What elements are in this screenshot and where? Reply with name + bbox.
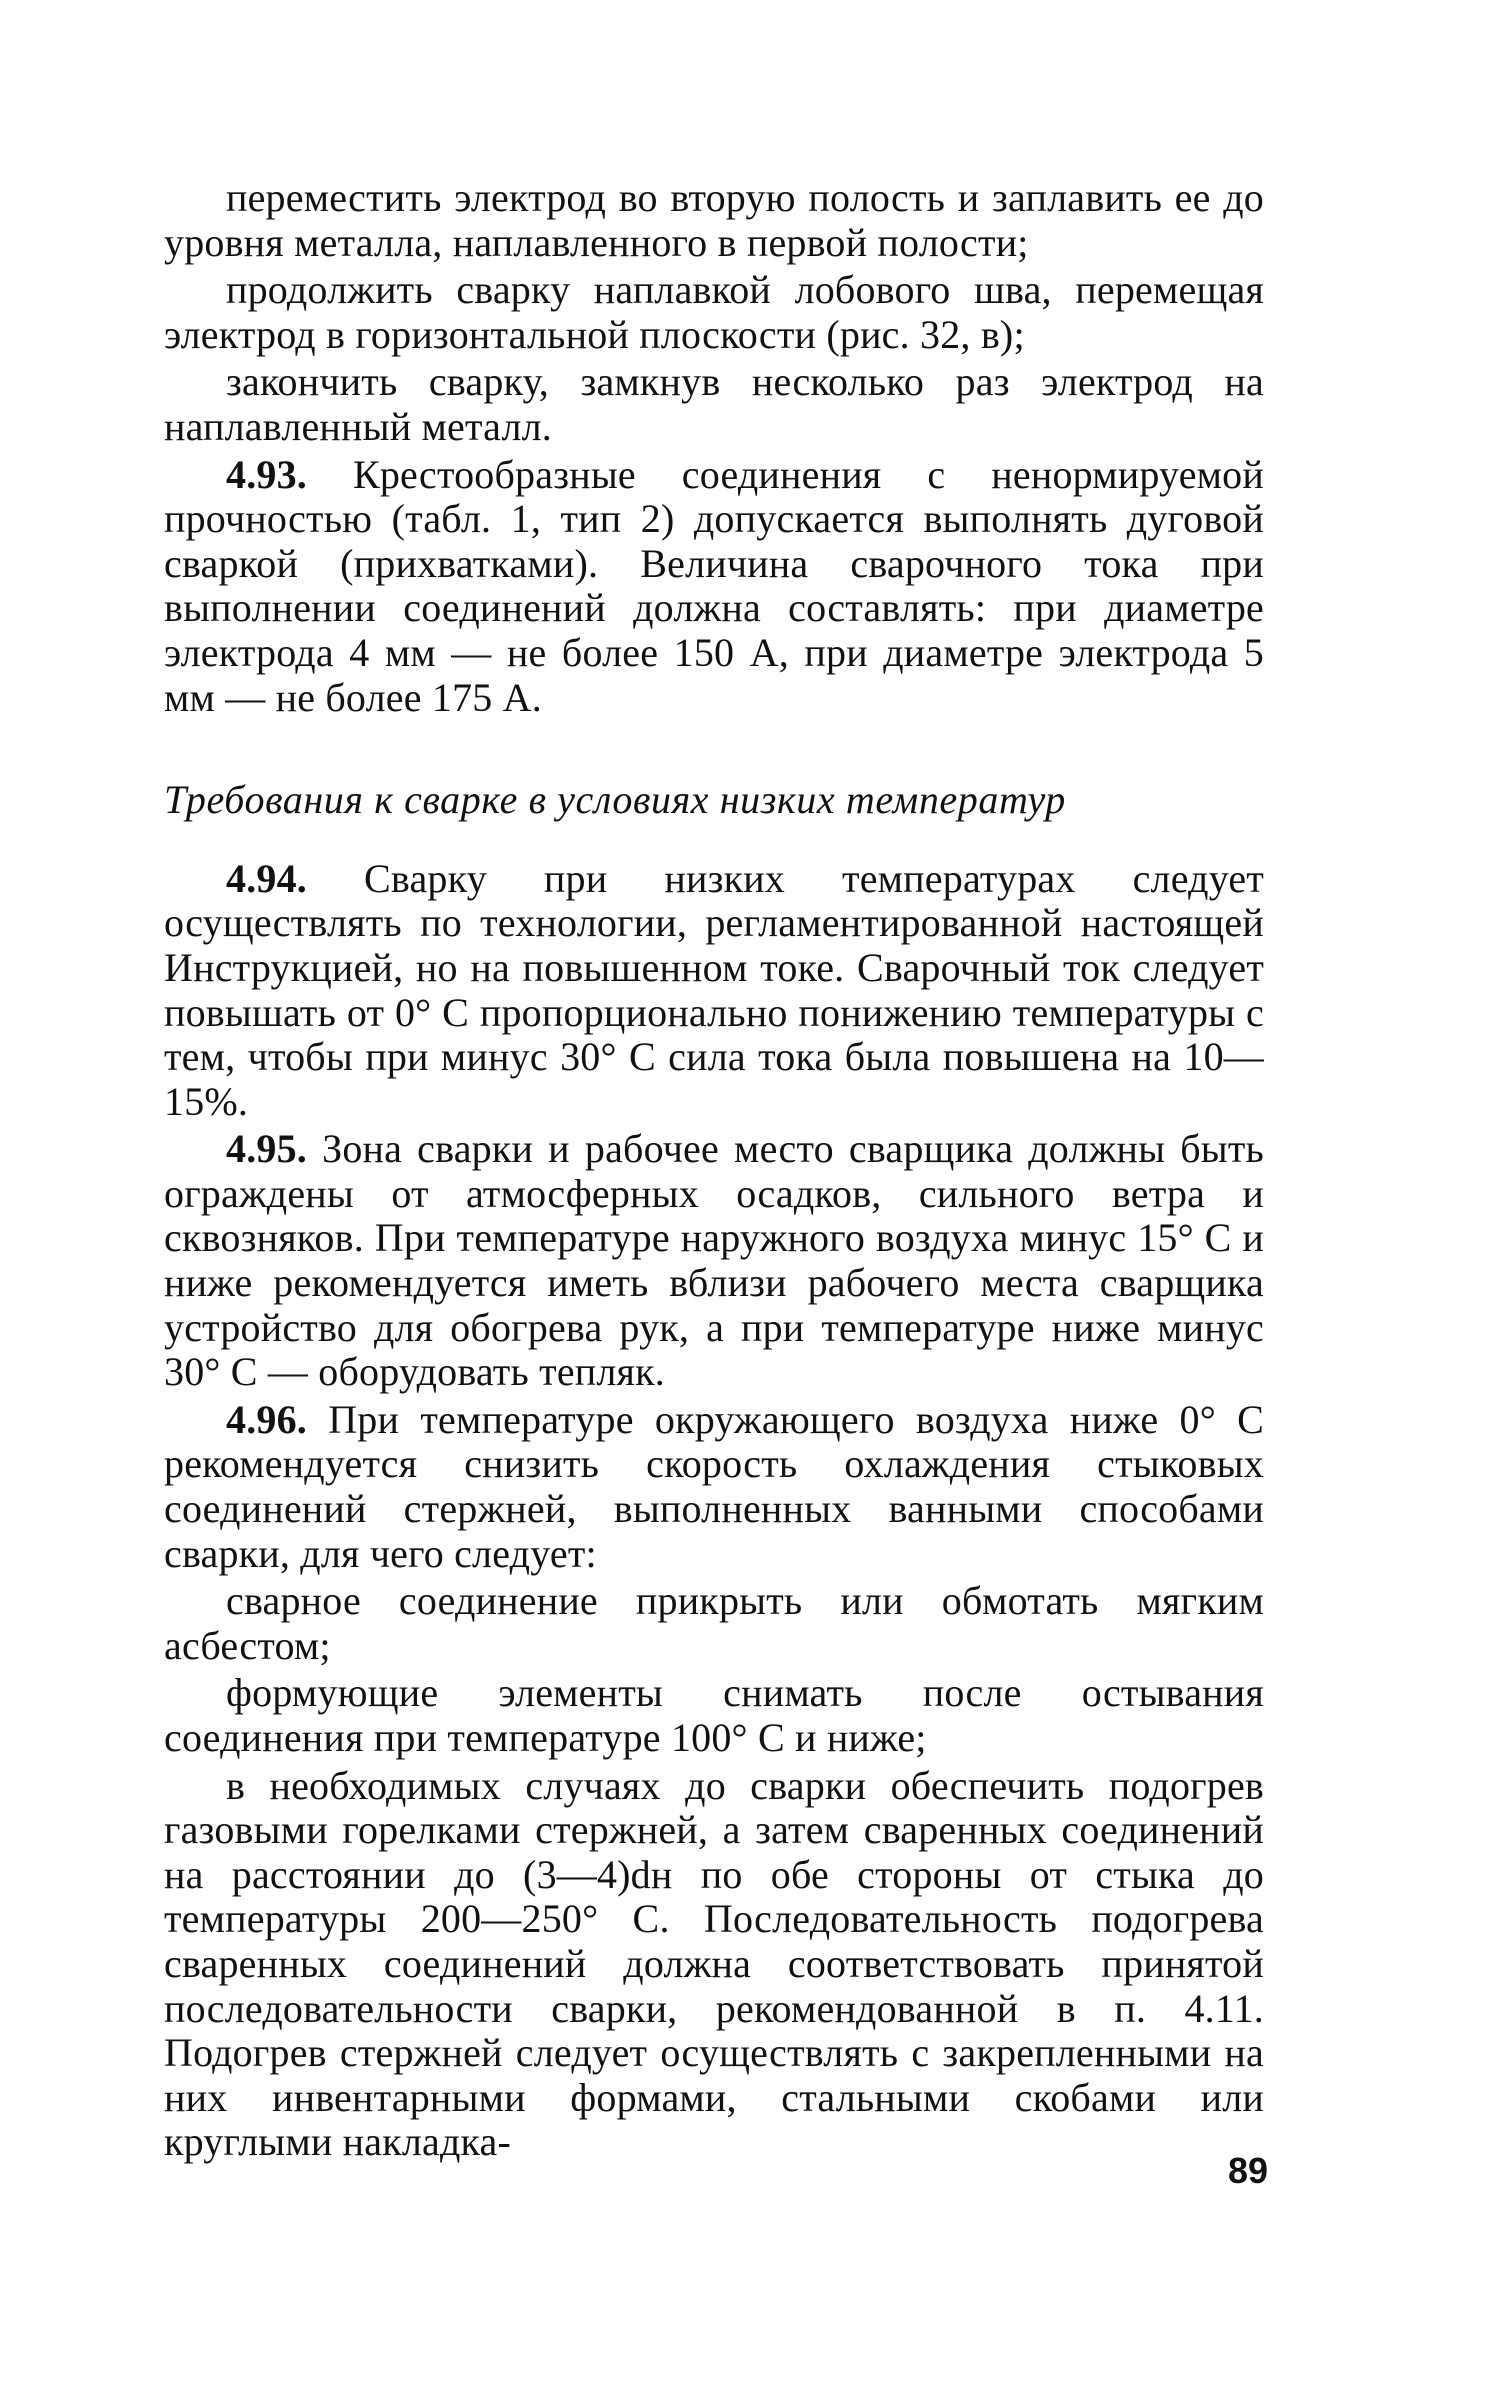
paragraph-text: продолжить сварку наплавкой лобового шва, перемещая электрод в горизонтальной плоскости (рис. 32, в); (164, 267, 1264, 357)
page-number: 89 (1228, 2150, 1269, 2191)
paragraph-4-93 (164, 453, 1264, 721)
paragraph-step-remove-forms (164, 1671, 1264, 1760)
clause-number: 4.93. (226, 451, 307, 497)
paragraph-4-96 (164, 1398, 1264, 1576)
paragraph-text: Сварку при низких температурах следует осуществлять по технологии, регламентированной настоящей Инструкцией, но на повышенном токе. Сварочный ток следует повышать от 0° С пропорционально понижению температуры с тем, чтобы при минус 30° С сила тока была повышена на 10—15%. (164, 855, 1264, 1124)
paragraph-step-preheat (164, 1764, 1264, 2165)
paragraph-step-cover-asbestos (164, 1579, 1264, 1668)
section-heading: Требования к сварке в условиях низких температур (164, 777, 1066, 823)
paragraph-text: переместить электрод во вторую полость и заплавить ее до уровня металла, наплавленного в первой полости; (164, 175, 1264, 265)
clause-number: 4.94. (226, 855, 307, 901)
paragraph-text: в необходимых случаях до сварки обеспечить подогрев газовыми горелками стержней, а затем сваренных соединений на расстоянии до (3—4)dн по обе стороны от стыка до температуры 200—250° С. Последовательность подогрева сваренных соединений должна соответствовать принятой последовательности сварки, рекомендованной в п. 4.11. Подогрев стержней следует осуществлять с закрепленными на них инвентарными формами, стальными скобами или круглыми накладка- (164, 1762, 1264, 2165)
paragraph-text: формующие элементы снимать после остывания соединения при температуре 100° С и ниже; (164, 1670, 1264, 1760)
clause-number: 4.96. (226, 1396, 307, 1442)
paragraph-text: сварное соединение прикрыть или обмотать мягким асбестом; (164, 1578, 1264, 1668)
paragraph-4-94 (164, 857, 1264, 1125)
paragraph-text: При температуре окружающего воздуха ниже 0° С рекомендуется снизить скорость охлаждения стыковых соединений стержней, выполненных ванными способами сварки, для чего следует: (164, 1396, 1264, 1576)
paragraph-step-frontal-seam (164, 268, 1264, 357)
paragraph-text: закончить сварку, замкнув несколько раз электрод на наплавленный металл. (164, 359, 1264, 449)
paragraph-step-second-cavity (164, 176, 1264, 265)
clause-number: 4.95. (226, 1126, 307, 1172)
body-text (164, 176, 1264, 2165)
paragraph-text: Зона сварки и рабочее место сварщика должны быть ограждены от атмосферных осадков, сильного ветра и сквозняков. При температуре наружного воздуха минус 15° С и ниже рекомендуется иметь вблизи рабочего места сварщика устройство для обогрева рук, а при температуре ниже минус 30° С — оборудовать тепляк. (164, 1126, 1264, 1395)
paragraph-4-95 (164, 1127, 1264, 1395)
paragraph-step-finish-welding (164, 360, 1264, 449)
paragraph-text: Крестообразные соединения с ненормируемой прочностью (табл. 1, тип 2) допускается выполнять дуговой сваркой (прихватками). Величина сварочного тока при выполнении соединений должна составлять: при диаметре электрода 4 мм — не более 150 А, при диаметре электрода 5 мм — не более 175 А. (164, 451, 1264, 720)
